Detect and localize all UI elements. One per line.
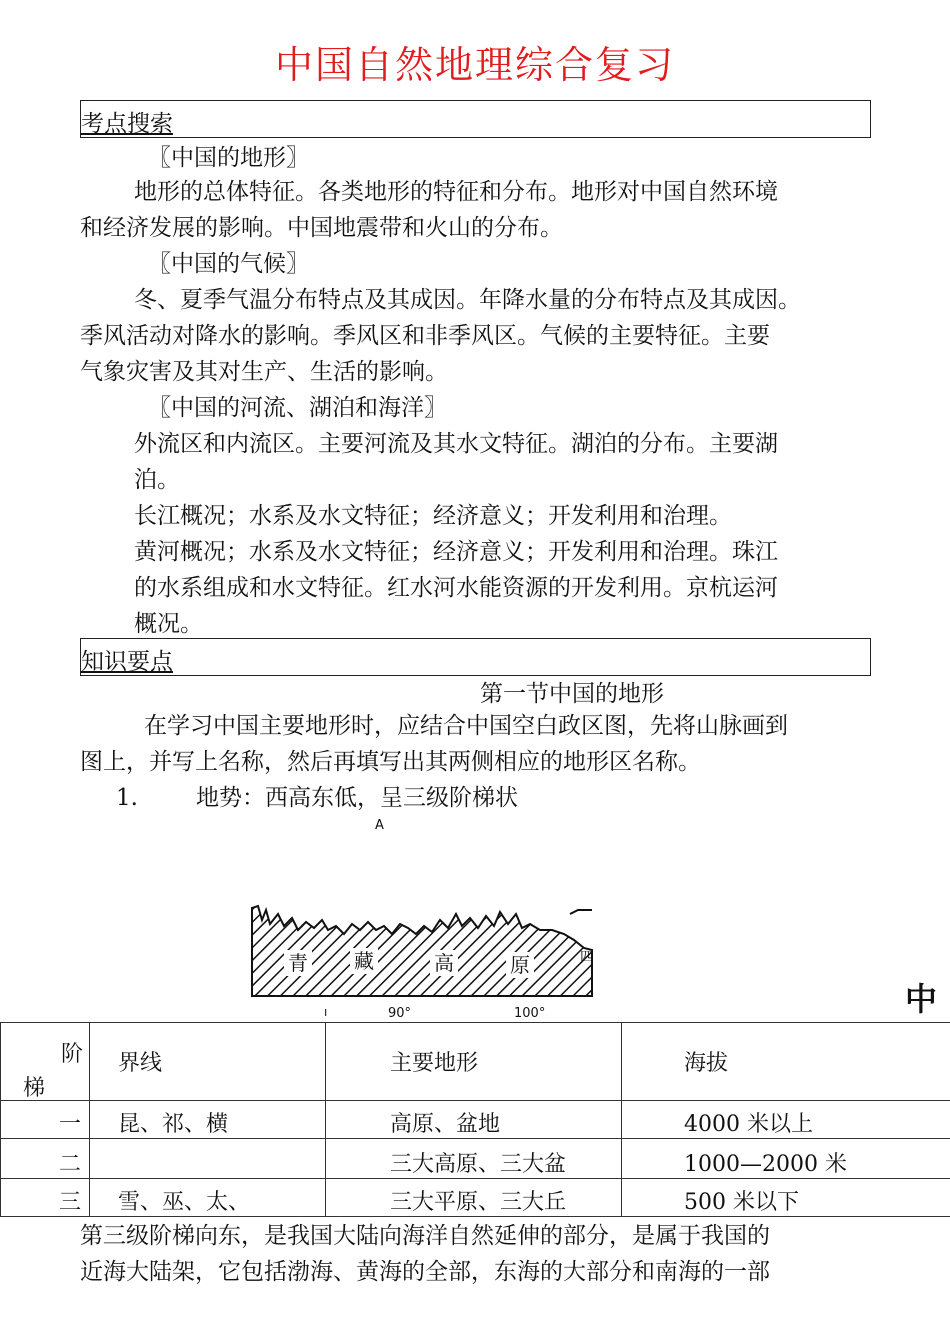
terrain-label: 四 bbox=[580, 950, 594, 966]
point-number: 1. bbox=[116, 785, 138, 811]
table-row bbox=[1, 1179, 950, 1217]
figure-caption: A bbox=[375, 818, 384, 833]
section-label: 考点搜索 bbox=[81, 111, 173, 137]
tick-label: ı bbox=[324, 1005, 328, 1019]
tick-label: 100° bbox=[514, 1006, 546, 1021]
cell-landform: 三大平原、三大丘 bbox=[326, 1179, 622, 1217]
cell-landform: 高原、盆地 bbox=[326, 1101, 622, 1139]
topic-line: 黄河概况；水系及水文特征；经济意义；开发利用和治理。珠江 bbox=[134, 539, 778, 565]
topic-line: 和经济发展的影响。中国地震带和火山的分布。 bbox=[80, 215, 563, 241]
tick-label: 90° bbox=[388, 1006, 412, 1021]
topic-line: 地形的总体特征。各类地形的特征和分布。地形对中国自然环境 bbox=[134, 179, 778, 205]
document-title: 中国自然地理综合复习 bbox=[274, 43, 675, 87]
cell-elevation: 1000—2000 米 bbox=[622, 1139, 950, 1179]
topic-heading: 〖中国的地形〗 bbox=[148, 145, 309, 171]
topic-heading: 〖中国的河流、湖泊和海洋〗 bbox=[148, 395, 447, 421]
cell-landform: 三大高原、三大盆 bbox=[326, 1139, 622, 1179]
cell-boundary: 雪、巫、太、 bbox=[90, 1179, 326, 1217]
staircase-table bbox=[0, 1022, 950, 1217]
terrain-label: 青 bbox=[288, 951, 308, 975]
terrain-label: 高 bbox=[434, 951, 454, 975]
table-header-row bbox=[1, 1023, 950, 1101]
cell-boundary: 昆、祁、横 bbox=[90, 1101, 326, 1139]
topic-line: 长江概况；水系及水文特征；经济意义；开发利用和治理。 bbox=[134, 503, 732, 529]
outro-line: 近海大陆架，它包括渤海、黄海的全部，东海的大部分和南海的一部 bbox=[80, 1259, 770, 1285]
header-step-top: 阶 bbox=[60, 1042, 83, 1067]
section-label: 知识要点 bbox=[81, 649, 173, 675]
topic-line: 气象灾害及其对生产、生活的影响。 bbox=[80, 359, 448, 385]
outro-line: 第三级阶梯向东，是我国大陆向海洋自然延伸的部分，是属于我国的 bbox=[80, 1223, 770, 1249]
cell-elevation: 500 米以下 bbox=[622, 1179, 950, 1217]
section-box-zhishi bbox=[80, 638, 871, 676]
intro-line: 在学习中国主要地形时，应结合中国空白政区图，先将山脉画到 bbox=[144, 713, 788, 739]
topic-line: 概况。 bbox=[134, 611, 203, 637]
intro-line: 图上，并写上名称，然后再填写出其两侧相应的地形区名称。 bbox=[80, 749, 701, 775]
header-cell-step bbox=[1, 1023, 90, 1101]
header-step-bottom: 梯 bbox=[23, 1076, 46, 1101]
header-cell-landform: 主要地形 bbox=[326, 1023, 622, 1101]
topic-line: 泊。 bbox=[134, 467, 180, 493]
cropped-side-text: 中 bbox=[905, 980, 938, 1018]
section-title: 第一节中国的地形 bbox=[480, 681, 664, 707]
cell-elevation: 4000 米以上 bbox=[622, 1101, 950, 1139]
topic-heading: 〖中国的气候〗 bbox=[148, 251, 309, 277]
topic-line: 的水系组成和水文特征。红水河水能资源的开发利用。京杭运河 bbox=[134, 575, 778, 601]
point-text: 地势：西高东低，呈三级阶梯状 bbox=[196, 785, 518, 811]
cell-step: 二 bbox=[1, 1139, 90, 1179]
topic-line: 外流区和内流区。主要河流及其水文特征。湖泊的分布。主要湖 bbox=[134, 431, 778, 457]
terrain-top-edge bbox=[570, 910, 592, 914]
cell-step: 一 bbox=[1, 1101, 90, 1139]
header-cell-boundary: 界线 bbox=[90, 1023, 326, 1101]
terrain-label: 藏 bbox=[354, 949, 374, 973]
table-row bbox=[1, 1101, 950, 1139]
terrain-label: 原 bbox=[510, 953, 530, 977]
terrain-profile-figure bbox=[248, 900, 596, 1024]
cell-boundary bbox=[90, 1139, 326, 1179]
topic-line: 季风活动对降水的影响。季风区和非季风区。气候的主要特征。主要 bbox=[80, 323, 770, 349]
section-box-kaodian bbox=[80, 100, 871, 138]
cell-step: 三 bbox=[1, 1179, 90, 1217]
header-cell-elevation: 海拔 bbox=[622, 1023, 950, 1101]
topic-line: 冬、夏季气温分布特点及其成因。年降水量的分布特点及其成因。 bbox=[134, 287, 801, 313]
table-row bbox=[1, 1139, 950, 1179]
